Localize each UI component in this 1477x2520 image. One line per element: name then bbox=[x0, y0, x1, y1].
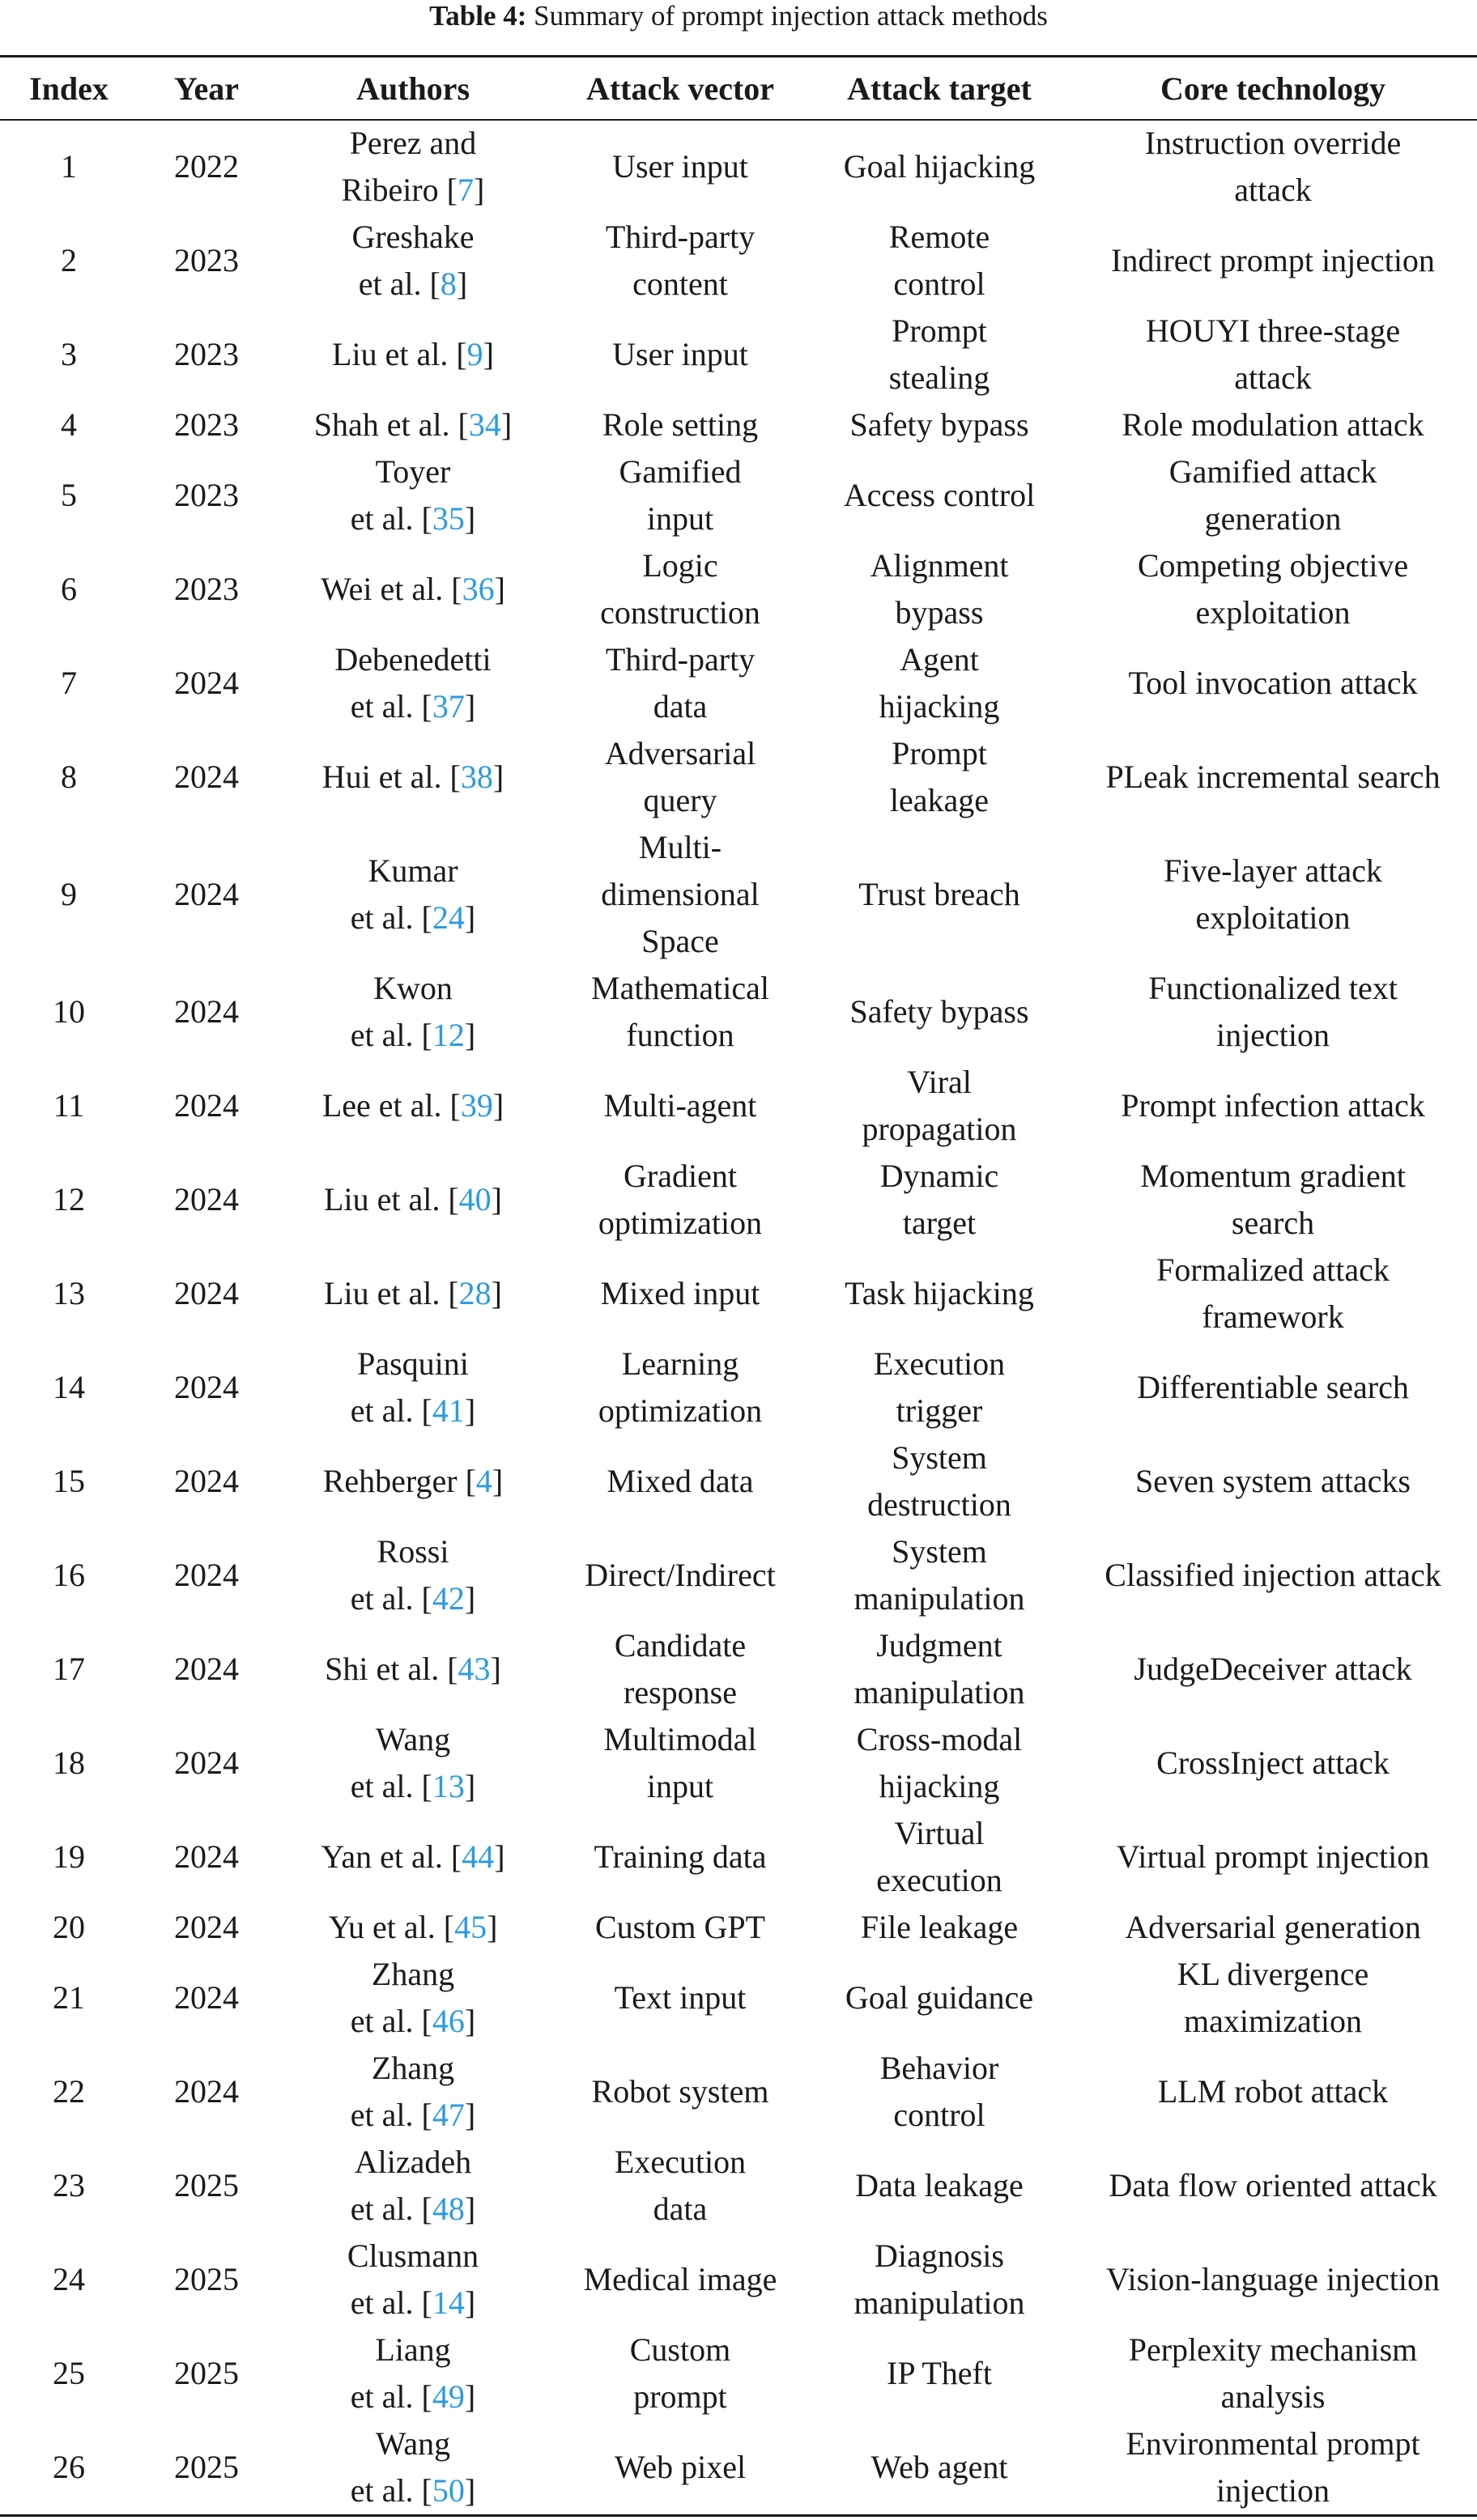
cell-core-technology: Data flow oriented attack bbox=[1109, 2167, 1437, 2203]
cell-attack-target: IP Theft bbox=[887, 2355, 992, 2391]
cell-authors: Kwon et al. [12] bbox=[350, 970, 476, 1053]
cell-year: 2023 bbox=[174, 336, 239, 372]
cell-year: 2022 bbox=[174, 148, 239, 185]
cell-attack-vector: Third-party data bbox=[605, 641, 756, 725]
cell-index: 10 bbox=[53, 993, 85, 1030]
table-row bbox=[0, 965, 1477, 1059]
cell-attack-vector: Custom GPT bbox=[594, 1909, 766, 1945]
cell-index: 19 bbox=[53, 1838, 85, 1875]
cell-year: 2024 bbox=[174, 1275, 239, 1311]
cell-core-technology: Virtual prompt injection bbox=[1116, 1838, 1430, 1875]
cell-attack-vector: Candidate response bbox=[614, 1627, 747, 1710]
cell-index: 4 bbox=[61, 406, 77, 443]
citation-link[interactable]: 43 bbox=[458, 1651, 491, 1687]
bottom-rule bbox=[0, 2514, 1477, 2517]
cell-attack-vector: Custom prompt bbox=[629, 2331, 731, 2415]
cell-attack-target: Access control bbox=[843, 477, 1036, 513]
cell-attack-target: System destruction bbox=[867, 1439, 1011, 1523]
citation-link[interactable]: 50 bbox=[432, 2472, 465, 2509]
cell-attack-target: Remote control bbox=[888, 219, 990, 302]
cell-index: 5 bbox=[61, 477, 77, 513]
citation-link[interactable]: 36 bbox=[462, 571, 495, 607]
table-row bbox=[0, 1716, 1477, 1810]
cell-attack-vector: Text input bbox=[614, 1979, 747, 2016]
header-attack-target: Attack target bbox=[847, 70, 1032, 107]
header-year: Year bbox=[174, 70, 239, 107]
cell-core-technology: Functionalized text injection bbox=[1148, 970, 1398, 1053]
cell-index: 23 bbox=[53, 2167, 85, 2203]
cell-authors: Toyer et al. [35] bbox=[350, 453, 476, 537]
cell-year: 2024 bbox=[174, 665, 239, 701]
cell-core-technology: Momentum gradient search bbox=[1140, 1158, 1406, 1241]
cell-year: 2025 bbox=[174, 2167, 239, 2203]
header-row bbox=[0, 57, 1477, 120]
cell-year: 2023 bbox=[174, 477, 239, 513]
cell-index: 24 bbox=[53, 2261, 85, 2297]
cell-authors: Liu et al. [40] bbox=[324, 1181, 502, 1218]
cell-authors: Liu et al. [28] bbox=[324, 1275, 502, 1311]
cell-index: 8 bbox=[61, 759, 77, 795]
cell-index: 14 bbox=[53, 1369, 85, 1405]
citation-link[interactable]: 45 bbox=[454, 1909, 487, 1945]
citation-link[interactable]: 28 bbox=[458, 1275, 492, 1311]
cell-index: 20 bbox=[53, 1909, 85, 1945]
cell-authors: Wang et al. [50] bbox=[350, 2425, 476, 2509]
table-row bbox=[0, 1341, 1477, 1434]
cell-index: 6 bbox=[61, 571, 77, 607]
cell-attack-vector: Gradient optimization bbox=[598, 1158, 763, 1241]
header-attack-vector: Attack vector bbox=[585, 70, 775, 107]
cell-index: 21 bbox=[53, 1979, 85, 2016]
cell-core-technology: Instruction override attack bbox=[1144, 125, 1402, 208]
table-header bbox=[0, 0, 1477, 120]
cell-attack-target: Virtual execution bbox=[876, 1815, 1002, 1898]
cell-core-technology: KL divergence maximization bbox=[1177, 1956, 1369, 2039]
citation-link[interactable]: 42 bbox=[432, 1580, 465, 1617]
cell-index: 18 bbox=[53, 1744, 85, 1781]
cell-attack-vector: Mixed input bbox=[600, 1275, 760, 1311]
table-row bbox=[0, 2327, 1477, 2420]
cell-attack-target: Execution trigger bbox=[873, 1345, 1006, 1429]
citation-link[interactable]: 38 bbox=[460, 759, 493, 795]
cell-authors: Lee et al. [39] bbox=[321, 1087, 504, 1124]
cell-authors: Greshake et al. [8] bbox=[351, 219, 475, 302]
cell-year: 2025 bbox=[174, 2261, 239, 2297]
citation-link[interactable]: 8 bbox=[440, 266, 457, 302]
cell-authors: Clusmann et al. [14] bbox=[347, 2237, 479, 2321]
cell-attack-vector: Execution data bbox=[614, 2144, 747, 2227]
table-row bbox=[0, 1434, 1477, 1528]
cell-year: 2023 bbox=[174, 571, 239, 607]
cell-attack-vector: Logic construction bbox=[600, 547, 760, 631]
cell-authors: Yan et al. [44] bbox=[321, 1838, 505, 1875]
table-row bbox=[0, 120, 1477, 214]
cell-index: 17 bbox=[53, 1651, 85, 1687]
cell-core-technology: Indirect prompt injection bbox=[1111, 242, 1435, 278]
table-row bbox=[0, 1247, 1477, 1341]
cell-core-technology: Adversarial generation bbox=[1125, 1909, 1421, 1945]
cell-year: 2025 bbox=[174, 2449, 239, 2485]
citation-link[interactable]: 9 bbox=[466, 336, 483, 372]
cell-core-technology: JudgeDeceiver attack bbox=[1134, 1651, 1412, 1687]
table-row bbox=[0, 1622, 1477, 1716]
cell-year: 2024 bbox=[174, 1557, 239, 1593]
cell-core-technology: HOUYI three-stage attack bbox=[1145, 312, 1401, 396]
table-row bbox=[0, 1951, 1477, 2045]
table-row bbox=[0, 1528, 1477, 1622]
cell-attack-target: Agent hijacking bbox=[879, 641, 1000, 725]
citation-link[interactable]: 49 bbox=[432, 2378, 465, 2415]
table-row bbox=[0, 308, 1477, 402]
table-row bbox=[0, 2233, 1477, 2327]
table-row bbox=[0, 542, 1477, 636]
cell-attack-vector: Multimodal input bbox=[603, 1721, 757, 1804]
cell-attack-target: Dynamic target bbox=[879, 1158, 999, 1241]
cell-core-technology: PLeak incremental search bbox=[1105, 759, 1441, 795]
cell-attack-vector: Learning optimization bbox=[598, 1345, 763, 1429]
cell-authors: Liang et al. [49] bbox=[350, 2331, 476, 2415]
cell-authors: Rossi et al. [42] bbox=[350, 1533, 476, 1617]
cell-index: 13 bbox=[53, 1275, 85, 1311]
citation-link[interactable]: 37 bbox=[432, 688, 465, 725]
table-row bbox=[0, 824, 1477, 965]
cell-core-technology: Role modulation attack bbox=[1122, 406, 1424, 443]
citation-link[interactable]: 13 bbox=[432, 1768, 465, 1804]
table-row bbox=[0, 2045, 1477, 2139]
cell-index: 16 bbox=[53, 1557, 85, 1593]
cell-core-technology: Formalized attack framework bbox=[1156, 1252, 1390, 1335]
cell-attack-vector: Web pixel bbox=[614, 2449, 747, 2485]
cell-attack-target: Alignment bypass bbox=[870, 547, 1009, 631]
cell-core-technology: Gamified attack generation bbox=[1168, 453, 1377, 537]
cell-core-technology: CrossInject attack bbox=[1156, 1744, 1390, 1781]
citation-link[interactable]: 47 bbox=[432, 2097, 465, 2133]
cell-year: 2024 bbox=[174, 1909, 239, 1945]
cell-year: 2024 bbox=[174, 1651, 239, 1687]
citation-link[interactable]: 4 bbox=[475, 1463, 492, 1499]
cell-core-technology: Seven system attacks bbox=[1135, 1463, 1411, 1499]
cell-index: 2 bbox=[61, 242, 77, 278]
table-caption-label: Table 4: bbox=[429, 0, 527, 32]
cell-core-technology: Environmental prompt injection bbox=[1126, 2425, 1420, 2509]
cell-attack-vector: User input bbox=[612, 336, 748, 372]
cell-year: 2024 bbox=[174, 1369, 239, 1405]
cell-core-technology: Perplexity mechanism analysis bbox=[1128, 2331, 1418, 2415]
citation-link[interactable]: 48 bbox=[432, 2191, 465, 2227]
cell-authors: Zhang et al. [47] bbox=[350, 2050, 476, 2133]
cell-index: 9 bbox=[61, 876, 77, 912]
table-row bbox=[0, 2139, 1477, 2233]
cell-year: 2023 bbox=[174, 242, 239, 278]
table-caption-text: Summary of prompt injection attack methods bbox=[534, 0, 1048, 32]
cell-attack-vector: Mixed data bbox=[607, 1463, 754, 1499]
cell-year: 2024 bbox=[174, 759, 239, 795]
cell-authors: Wang et al. [13] bbox=[350, 1721, 476, 1804]
cell-index: 3 bbox=[61, 336, 77, 372]
cell-attack-vector: Adversarial query bbox=[604, 735, 756, 818]
cell-attack-vector: Multi- dimensional Space bbox=[601, 829, 760, 959]
cell-attack-vector: Mathematical function bbox=[591, 970, 769, 1053]
cell-authors: Wei et al. [36] bbox=[321, 571, 505, 607]
cell-core-technology: Prompt infection attack bbox=[1121, 1087, 1425, 1124]
citation-link[interactable]: 34 bbox=[468, 406, 501, 443]
cell-authors: Zhang et al. [46] bbox=[350, 1956, 476, 2039]
cell-authors: Shi et al. [43] bbox=[325, 1651, 501, 1687]
table-body bbox=[0, 120, 1477, 2514]
table-row bbox=[0, 730, 1477, 824]
cell-attack-vector: Robot system bbox=[591, 2073, 769, 2110]
cell-index: 26 bbox=[53, 2449, 85, 2485]
cell-authors: Yu et al. [45] bbox=[328, 1909, 498, 1945]
cell-core-technology: Five-layer attack exploitation bbox=[1164, 852, 1382, 936]
table-row bbox=[0, 214, 1477, 308]
cell-index: 1 bbox=[61, 148, 77, 185]
cell-year: 2024 bbox=[174, 1087, 239, 1124]
cell-attack-target: Data leakage bbox=[855, 2167, 1024, 2203]
citation-link[interactable]: 41 bbox=[432, 1392, 465, 1429]
cell-authors: Rehberger [4] bbox=[322, 1463, 504, 1499]
citation-link[interactable]: 46 bbox=[432, 2003, 465, 2039]
cell-index: 7 bbox=[61, 665, 77, 701]
citation-link[interactable]: 12 bbox=[432, 1017, 465, 1053]
cell-core-technology: Competing objective exploitation bbox=[1137, 547, 1409, 631]
header-core-technology: Core technology bbox=[1160, 70, 1386, 107]
cell-index: 12 bbox=[53, 1181, 85, 1218]
cell-attack-target: Safety bypass bbox=[849, 993, 1029, 1030]
cell-attack-vector: Training data bbox=[594, 1838, 767, 1875]
citation-link[interactable]: 7 bbox=[457, 172, 474, 208]
citation-link[interactable]: 24 bbox=[432, 899, 465, 936]
cell-attack-vector: User input bbox=[612, 148, 748, 185]
cell-attack-target: Cross-modal hijacking bbox=[856, 1721, 1023, 1804]
table-row bbox=[0, 1153, 1477, 1247]
cell-attack-target: File leakage bbox=[860, 1909, 1019, 1945]
table-row bbox=[0, 1904, 1477, 1951]
cell-authors: Shah et al. [34] bbox=[313, 406, 513, 443]
cell-index: 15 bbox=[53, 1463, 85, 1499]
cell-attack-target: Diagnosis manipulation bbox=[853, 2237, 1025, 2321]
table-row bbox=[0, 448, 1477, 542]
header-index: Index bbox=[29, 70, 109, 107]
citation-link[interactable]: 44 bbox=[462, 1838, 495, 1875]
cell-attack-target: Viral propagation bbox=[862, 1064, 1017, 1147]
table-row bbox=[0, 1810, 1477, 1904]
citation-link[interactable]: 35 bbox=[432, 500, 465, 537]
cell-authors: Liu et al. [9] bbox=[332, 336, 494, 372]
cell-attack-target: Safety bypass bbox=[849, 406, 1029, 443]
cell-year: 2024 bbox=[174, 993, 239, 1030]
cell-year: 2024 bbox=[174, 2073, 239, 2110]
cell-core-technology: LLM robot attack bbox=[1157, 2073, 1389, 2110]
cell-year: 2024 bbox=[174, 1838, 239, 1875]
cell-attack-target: Prompt stealing bbox=[888, 312, 990, 396]
cell-year: 2023 bbox=[174, 406, 239, 443]
cell-attack-target: System manipulation bbox=[853, 1533, 1025, 1617]
cell-core-technology: Vision-language injection bbox=[1106, 2261, 1440, 2297]
cell-core-technology: Classified injection attack bbox=[1105, 1557, 1441, 1593]
cell-authors: Pasquini et al. [41] bbox=[350, 1345, 476, 1429]
cell-core-technology: Tool invocation attack bbox=[1128, 665, 1418, 701]
cell-authors: Kumar et al. [24] bbox=[350, 852, 476, 936]
cell-year: 2024 bbox=[174, 1181, 239, 1218]
citation-link[interactable]: 40 bbox=[458, 1181, 492, 1218]
cell-year: 2024 bbox=[174, 876, 239, 912]
cell-index: 11 bbox=[53, 1087, 85, 1124]
cell-attack-target: Prompt leakage bbox=[889, 735, 990, 818]
cell-authors: Perez and Ribeiro [7] bbox=[341, 125, 485, 208]
table-row bbox=[0, 636, 1477, 730]
cell-index: 25 bbox=[53, 2355, 85, 2391]
cell-authors: Hui et al. [38] bbox=[321, 759, 504, 795]
cell-attack-target: Goal guidance bbox=[845, 1979, 1034, 2016]
cell-attack-target: Behavior control bbox=[879, 2050, 999, 2133]
cell-attack-target: Task hijacking bbox=[845, 1275, 1034, 1311]
cell-index: 22 bbox=[53, 2073, 85, 2110]
citation-link[interactable]: 39 bbox=[460, 1087, 493, 1124]
cell-attack-vector: Third-party content bbox=[605, 219, 756, 302]
cell-year: 2024 bbox=[174, 1744, 239, 1781]
cell-year: 2025 bbox=[174, 2355, 239, 2391]
table-row bbox=[0, 402, 1477, 448]
cell-attack-vector: Role setting bbox=[602, 406, 759, 443]
cell-attack-vector: Medical image bbox=[583, 2261, 777, 2297]
cell-attack-vector: Direct/Indirect bbox=[585, 1557, 776, 1593]
table-row bbox=[0, 1059, 1477, 1153]
header-authors: Authors bbox=[355, 70, 470, 107]
cell-attack-target: Web agent bbox=[870, 2449, 1008, 2485]
cell-core-technology: Differentiable search bbox=[1137, 1369, 1409, 1405]
citation-link[interactable]: 14 bbox=[432, 2284, 465, 2321]
cell-attack-target: Judgment manipulation bbox=[853, 1627, 1025, 1710]
table-row bbox=[0, 2420, 1477, 2514]
cell-attack-target: Goal hijacking bbox=[843, 148, 1036, 185]
cell-attack-target: Trust breach bbox=[858, 876, 1020, 912]
cell-attack-vector: Multi-agent bbox=[603, 1087, 757, 1124]
cell-year: 2024 bbox=[174, 1463, 239, 1499]
cell-year: 2024 bbox=[174, 1979, 239, 2016]
cell-attack-vector: Gamified input bbox=[619, 453, 742, 537]
cell-authors: Alizadeh et al. [48] bbox=[350, 2144, 476, 2227]
cell-authors: Debenedetti et al. [37] bbox=[334, 641, 492, 725]
